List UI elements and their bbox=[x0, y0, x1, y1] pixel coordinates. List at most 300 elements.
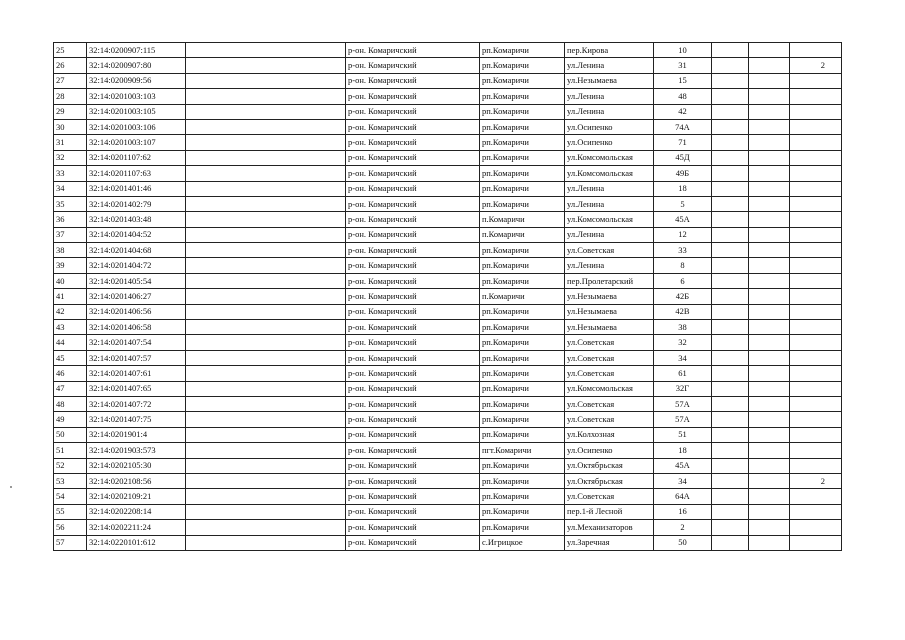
empty-cell bbox=[712, 458, 749, 473]
empty-cell bbox=[186, 473, 346, 488]
empty-cell bbox=[186, 89, 346, 104]
row-number: 46 bbox=[54, 366, 87, 381]
settlement-cell: п.Комаричи bbox=[480, 227, 565, 242]
street-cell: ул.Ленина bbox=[565, 181, 654, 196]
district-cell: р-он. Комаричский bbox=[346, 89, 480, 104]
extra-value bbox=[790, 335, 842, 350]
row-number: 28 bbox=[54, 89, 87, 104]
cadastral-number: 32:14:0201901:4 bbox=[87, 427, 186, 442]
district-cell: р-он. Комаричский bbox=[346, 135, 480, 150]
empty-cell bbox=[712, 412, 749, 427]
table-row bbox=[54, 443, 842, 458]
empty-cell bbox=[186, 427, 346, 442]
empty-cell bbox=[712, 381, 749, 396]
empty-cell bbox=[712, 135, 749, 150]
table-row bbox=[54, 243, 842, 258]
empty-cell bbox=[749, 119, 790, 134]
house-number: 45А bbox=[654, 212, 712, 227]
empty-cell bbox=[749, 535, 790, 550]
row-number: 56 bbox=[54, 520, 87, 535]
district-cell: р-он. Комаричский bbox=[346, 520, 480, 535]
table-row bbox=[54, 227, 842, 242]
extra-value bbox=[790, 504, 842, 519]
district-cell: р-он. Комаричский bbox=[346, 489, 480, 504]
house-number: 16 bbox=[654, 504, 712, 519]
empty-cell bbox=[712, 350, 749, 365]
cadastral-number: 32:14:0201003:103 bbox=[87, 89, 186, 104]
table-body bbox=[54, 43, 842, 551]
district-cell: р-он. Комаричский bbox=[346, 119, 480, 134]
settlement-cell: рп.Комаричи bbox=[480, 73, 565, 88]
extra-value: 2 bbox=[790, 58, 842, 73]
district-cell: р-он. Комаричский bbox=[346, 304, 480, 319]
table-row bbox=[54, 350, 842, 365]
extra-value bbox=[790, 166, 842, 181]
empty-cell bbox=[712, 396, 749, 411]
empty-cell bbox=[712, 258, 749, 273]
table-row bbox=[54, 43, 842, 58]
table-row bbox=[54, 320, 842, 335]
extra-value bbox=[790, 258, 842, 273]
empty-cell bbox=[186, 504, 346, 519]
empty-cell bbox=[186, 535, 346, 550]
extra-value bbox=[790, 43, 842, 58]
street-cell: ул.Незымаева bbox=[565, 73, 654, 88]
table-row bbox=[54, 196, 842, 211]
row-number: 45 bbox=[54, 350, 87, 365]
settlement-cell: рп.Комаричи bbox=[480, 135, 565, 150]
row-number: 29 bbox=[54, 104, 87, 119]
district-cell: р-он. Комаричский bbox=[346, 196, 480, 211]
table-row bbox=[54, 473, 842, 488]
district-cell: р-он. Комаричский bbox=[346, 458, 480, 473]
house-number: 49Б bbox=[654, 166, 712, 181]
empty-cell bbox=[749, 443, 790, 458]
empty-cell bbox=[712, 504, 749, 519]
cadastral-number: 32:14:0220101:612 bbox=[87, 535, 186, 550]
table-row bbox=[54, 304, 842, 319]
district-cell: р-он. Комаричский bbox=[346, 427, 480, 442]
house-number: 45Д bbox=[654, 150, 712, 165]
house-number: 32Г bbox=[654, 381, 712, 396]
row-number: 34 bbox=[54, 181, 87, 196]
empty-cell bbox=[749, 58, 790, 73]
extra-value bbox=[790, 227, 842, 242]
cadastral-number: 32:14:0200909:56 bbox=[87, 73, 186, 88]
empty-cell bbox=[186, 243, 346, 258]
settlement-cell: рп.Комаричи bbox=[480, 381, 565, 396]
extra-value bbox=[790, 89, 842, 104]
row-number: 41 bbox=[54, 289, 87, 304]
house-number: 48 bbox=[654, 89, 712, 104]
empty-cell bbox=[186, 150, 346, 165]
district-cell: р-он. Комаричский bbox=[346, 443, 480, 458]
empty-cell bbox=[712, 443, 749, 458]
empty-cell bbox=[712, 89, 749, 104]
settlement-cell: рп.Комаричи bbox=[480, 504, 565, 519]
row-number: 57 bbox=[54, 535, 87, 550]
extra-value bbox=[790, 427, 842, 442]
extra-value bbox=[790, 104, 842, 119]
cadastral-number: 32:14:0201405:54 bbox=[87, 273, 186, 288]
empty-cell bbox=[712, 289, 749, 304]
empty-cell bbox=[749, 104, 790, 119]
extra-value bbox=[790, 412, 842, 427]
row-number: 33 bbox=[54, 166, 87, 181]
empty-cell bbox=[186, 227, 346, 242]
row-number: 43 bbox=[54, 320, 87, 335]
cadastral-number: 32:14:0201003:106 bbox=[87, 119, 186, 134]
cadastral-number: 32:14:0201407:75 bbox=[87, 412, 186, 427]
table-row bbox=[54, 89, 842, 104]
district-cell: р-он. Комаричский bbox=[346, 43, 480, 58]
empty-cell bbox=[186, 104, 346, 119]
empty-cell bbox=[749, 273, 790, 288]
district-cell: р-он. Комаричский bbox=[346, 58, 480, 73]
table-row bbox=[54, 135, 842, 150]
house-number: 10 bbox=[654, 43, 712, 58]
house-number: 50 bbox=[654, 535, 712, 550]
street-cell: ул.Ленина bbox=[565, 104, 654, 119]
empty-cell bbox=[749, 304, 790, 319]
house-number: 34 bbox=[654, 350, 712, 365]
cadastral-number: 32:14:0201003:107 bbox=[87, 135, 186, 150]
table-row bbox=[54, 412, 842, 427]
cadastral-number: 32:14:0201401:46 bbox=[87, 181, 186, 196]
settlement-cell: пгт.Комаричи bbox=[480, 443, 565, 458]
extra-value bbox=[790, 212, 842, 227]
house-number: 45А bbox=[654, 458, 712, 473]
settlement-cell: рп.Комаричи bbox=[480, 427, 565, 442]
empty-cell bbox=[186, 273, 346, 288]
empty-cell bbox=[712, 366, 749, 381]
district-cell: р-он. Комаричский bbox=[346, 504, 480, 519]
row-number: 47 bbox=[54, 381, 87, 396]
district-cell: р-он. Комаричский bbox=[346, 366, 480, 381]
street-cell: ул.Комсомольская bbox=[565, 381, 654, 396]
settlement-cell: рп.Комаричи bbox=[480, 43, 565, 58]
empty-cell bbox=[749, 381, 790, 396]
house-number: 71 bbox=[654, 135, 712, 150]
table-row bbox=[54, 458, 842, 473]
row-number: 38 bbox=[54, 243, 87, 258]
street-cell: ул.Советская bbox=[565, 489, 654, 504]
settlement-cell: рп.Комаричи bbox=[480, 366, 565, 381]
settlement-cell: рп.Комаричи bbox=[480, 104, 565, 119]
empty-cell bbox=[186, 119, 346, 134]
cadastral-number: 32:14:0201903:573 bbox=[87, 443, 186, 458]
row-number: 42 bbox=[54, 304, 87, 319]
row-number: 26 bbox=[54, 58, 87, 73]
empty-cell bbox=[186, 166, 346, 181]
district-cell: р-он. Комаричский bbox=[346, 412, 480, 427]
table-row bbox=[54, 73, 842, 88]
empty-cell bbox=[749, 520, 790, 535]
empty-cell bbox=[712, 335, 749, 350]
row-number: 53 bbox=[54, 473, 87, 488]
street-cell: ул.Октябрьская bbox=[565, 458, 654, 473]
street-cell: ул.Осипенко bbox=[565, 443, 654, 458]
cadastral-number: 32:14:0202211:24 bbox=[87, 520, 186, 535]
cadastral-number: 32:14:0201402:79 bbox=[87, 196, 186, 211]
extra-value bbox=[790, 535, 842, 550]
settlement-cell: рп.Комаричи bbox=[480, 196, 565, 211]
empty-cell bbox=[749, 243, 790, 258]
empty-cell bbox=[749, 196, 790, 211]
cadastral-number: 32:14:0201407:65 bbox=[87, 381, 186, 396]
extra-value bbox=[790, 396, 842, 411]
extra-value bbox=[790, 381, 842, 396]
settlement-cell: п.Комаричи bbox=[480, 212, 565, 227]
district-cell: р-он. Комаричский bbox=[346, 350, 480, 365]
empty-cell bbox=[712, 273, 749, 288]
cadastral-number: 32:14:0200907:115 bbox=[87, 43, 186, 58]
house-number: 5 bbox=[654, 196, 712, 211]
extra-value: 2 bbox=[790, 473, 842, 488]
street-cell: ул.Ленина bbox=[565, 58, 654, 73]
extra-value bbox=[790, 350, 842, 365]
district-cell: р-он. Комаричский bbox=[346, 243, 480, 258]
cadastral-number: 32:14:0202108:56 bbox=[87, 473, 186, 488]
street-cell: ул.Ленина bbox=[565, 196, 654, 211]
cadastral-number: 32:14:0201407:61 bbox=[87, 366, 186, 381]
row-number: 50 bbox=[54, 427, 87, 442]
empty-cell bbox=[712, 212, 749, 227]
cadastral-number: 32:14:0201407:72 bbox=[87, 396, 186, 411]
house-number: 12 bbox=[654, 227, 712, 242]
house-number: 57А bbox=[654, 396, 712, 411]
row-number: 36 bbox=[54, 212, 87, 227]
row-number: 40 bbox=[54, 273, 87, 288]
house-number: 74А bbox=[654, 119, 712, 134]
empty-cell bbox=[712, 535, 749, 550]
table-row bbox=[54, 396, 842, 411]
empty-cell bbox=[749, 289, 790, 304]
empty-cell bbox=[712, 489, 749, 504]
table-row bbox=[54, 104, 842, 119]
row-number: 52 bbox=[54, 458, 87, 473]
empty-cell bbox=[749, 135, 790, 150]
empty-cell bbox=[712, 181, 749, 196]
cadastral-number: 32:14:0201107:63 bbox=[87, 166, 186, 181]
empty-cell bbox=[749, 412, 790, 427]
row-number: 35 bbox=[54, 196, 87, 211]
house-number: 64А bbox=[654, 489, 712, 504]
empty-cell bbox=[749, 43, 790, 58]
street-cell: ул.Ленина bbox=[565, 258, 654, 273]
street-cell: ул.Ленина bbox=[565, 227, 654, 242]
empty-cell bbox=[749, 150, 790, 165]
empty-cell bbox=[186, 73, 346, 88]
empty-cell bbox=[749, 458, 790, 473]
cadastral-number: 32:14:0201404:52 bbox=[87, 227, 186, 242]
extra-value bbox=[790, 119, 842, 134]
row-number: 27 bbox=[54, 73, 87, 88]
table-row bbox=[54, 520, 842, 535]
district-cell: р-он. Комаричский bbox=[346, 273, 480, 288]
settlement-cell: рп.Комаричи bbox=[480, 58, 565, 73]
extra-value bbox=[790, 243, 842, 258]
table-row bbox=[54, 381, 842, 396]
district-cell: р-он. Комаричский bbox=[346, 150, 480, 165]
street-cell: ул.Октябрьская bbox=[565, 473, 654, 488]
empty-cell bbox=[749, 89, 790, 104]
empty-cell bbox=[186, 196, 346, 211]
extra-value bbox=[790, 181, 842, 196]
cadastral-table bbox=[53, 42, 842, 551]
street-cell: ул.Советская bbox=[565, 366, 654, 381]
street-cell: ул.Советская bbox=[565, 350, 654, 365]
table-row bbox=[54, 181, 842, 196]
row-number: 51 bbox=[54, 443, 87, 458]
empty-cell bbox=[186, 335, 346, 350]
settlement-cell: рп.Комаричи bbox=[480, 396, 565, 411]
empty-cell bbox=[712, 227, 749, 242]
extra-value bbox=[790, 289, 842, 304]
row-number: 25 bbox=[54, 43, 87, 58]
extra-value bbox=[790, 366, 842, 381]
empty-cell bbox=[186, 135, 346, 150]
empty-cell bbox=[186, 212, 346, 227]
table-row bbox=[54, 366, 842, 381]
cadastral-number: 32:14:0201406:58 bbox=[87, 320, 186, 335]
row-number: 37 bbox=[54, 227, 87, 242]
house-number: 42В bbox=[654, 304, 712, 319]
settlement-cell: рп.Комаричи bbox=[480, 473, 565, 488]
empty-cell bbox=[186, 320, 346, 335]
street-cell: ул.Незымаева bbox=[565, 304, 654, 319]
row-number: 55 bbox=[54, 504, 87, 519]
empty-cell bbox=[186, 350, 346, 365]
house-number: 57А bbox=[654, 412, 712, 427]
house-number: 42Б bbox=[654, 289, 712, 304]
row-number: 32 bbox=[54, 150, 87, 165]
district-cell: р-он. Комаричский bbox=[346, 396, 480, 411]
empty-cell bbox=[186, 458, 346, 473]
empty-cell bbox=[749, 166, 790, 181]
cadastral-number: 32:14:0201003:105 bbox=[87, 104, 186, 119]
house-number: 2 bbox=[654, 520, 712, 535]
empty-cell bbox=[186, 443, 346, 458]
house-number: 32 bbox=[654, 335, 712, 350]
district-cell: р-он. Комаричский bbox=[346, 473, 480, 488]
district-cell: р-он. Комаричский bbox=[346, 258, 480, 273]
house-number: 51 bbox=[654, 427, 712, 442]
cadastral-number: 32:14:0201404:72 bbox=[87, 258, 186, 273]
table-row bbox=[54, 58, 842, 73]
empty-cell bbox=[712, 104, 749, 119]
settlement-cell: рп.Комаричи bbox=[480, 458, 565, 473]
settlement-cell: рп.Комаричи bbox=[480, 520, 565, 535]
empty-cell bbox=[749, 181, 790, 196]
street-cell: ул.Советская bbox=[565, 335, 654, 350]
extra-value bbox=[790, 273, 842, 288]
empty-cell bbox=[749, 427, 790, 442]
row-number: 30 bbox=[54, 119, 87, 134]
empty-cell bbox=[749, 73, 790, 88]
settlement-cell: рп.Комаричи bbox=[480, 119, 565, 134]
empty-cell bbox=[712, 196, 749, 211]
district-cell: р-он. Комаричский bbox=[346, 381, 480, 396]
cadastral-number: 32:14:0201406:56 bbox=[87, 304, 186, 319]
street-cell: ул.Осипенко bbox=[565, 135, 654, 150]
table-row bbox=[54, 150, 842, 165]
house-number: 6 bbox=[654, 273, 712, 288]
extra-value bbox=[790, 458, 842, 473]
empty-cell bbox=[749, 396, 790, 411]
cadastral-number: 32:14:0202109:21 bbox=[87, 489, 186, 504]
cadastral-number: 32:14:0201406:27 bbox=[87, 289, 186, 304]
house-number: 42 bbox=[654, 104, 712, 119]
district-cell: р-он. Комаричский bbox=[346, 227, 480, 242]
district-cell: р-он. Комаричский bbox=[346, 104, 480, 119]
settlement-cell: рп.Комаричи bbox=[480, 243, 565, 258]
extra-value bbox=[790, 73, 842, 88]
district-cell: р-он. Комаричский bbox=[346, 335, 480, 350]
house-number: 33 bbox=[654, 243, 712, 258]
empty-cell bbox=[712, 58, 749, 73]
table-row bbox=[54, 258, 842, 273]
empty-cell bbox=[186, 58, 346, 73]
empty-cell bbox=[186, 520, 346, 535]
table-row bbox=[54, 489, 842, 504]
house-number: 18 bbox=[654, 443, 712, 458]
empty-cell bbox=[749, 504, 790, 519]
empty-cell bbox=[186, 396, 346, 411]
table-row bbox=[54, 119, 842, 134]
extra-value bbox=[790, 489, 842, 504]
street-cell: ул.Советская bbox=[565, 243, 654, 258]
empty-cell bbox=[186, 289, 346, 304]
cadastral-number: 32:14:0202105:30 bbox=[87, 458, 186, 473]
extra-value bbox=[790, 196, 842, 211]
empty-cell bbox=[749, 320, 790, 335]
empty-cell bbox=[186, 43, 346, 58]
house-number: 18 bbox=[654, 181, 712, 196]
extra-value bbox=[790, 443, 842, 458]
settlement-cell: рп.Комаричи bbox=[480, 89, 565, 104]
empty-cell bbox=[186, 304, 346, 319]
settlement-cell: рп.Комаричи bbox=[480, 412, 565, 427]
district-cell: р-он. Комаричский bbox=[346, 212, 480, 227]
settlement-cell: п.Комаричи bbox=[480, 289, 565, 304]
empty-cell bbox=[712, 520, 749, 535]
street-cell: ул.Комсомольская bbox=[565, 166, 654, 181]
district-cell: р-он. Комаричский bbox=[346, 289, 480, 304]
street-cell: ул.Механизаторов bbox=[565, 520, 654, 535]
empty-cell bbox=[749, 366, 790, 381]
settlement-cell: рп.Комаричи bbox=[480, 320, 565, 335]
table-row bbox=[54, 273, 842, 288]
cadastral-number: 32:14:0201407:57 bbox=[87, 350, 186, 365]
empty-cell bbox=[712, 427, 749, 442]
empty-cell bbox=[712, 119, 749, 134]
house-number: 31 bbox=[654, 58, 712, 73]
settlement-cell: рп.Комаричи bbox=[480, 150, 565, 165]
table-row bbox=[54, 335, 842, 350]
street-cell: пер.1-й Лесной bbox=[565, 504, 654, 519]
empty-cell bbox=[186, 366, 346, 381]
cadastral-number: 32:14:0201107:62 bbox=[87, 150, 186, 165]
extra-value bbox=[790, 135, 842, 150]
row-number: 39 bbox=[54, 258, 87, 273]
street-cell: ул.Осипенко bbox=[565, 119, 654, 134]
empty-cell bbox=[186, 489, 346, 504]
empty-cell bbox=[712, 73, 749, 88]
row-number: 49 bbox=[54, 412, 87, 427]
settlement-cell: рп.Комаричи bbox=[480, 304, 565, 319]
empty-cell bbox=[749, 473, 790, 488]
